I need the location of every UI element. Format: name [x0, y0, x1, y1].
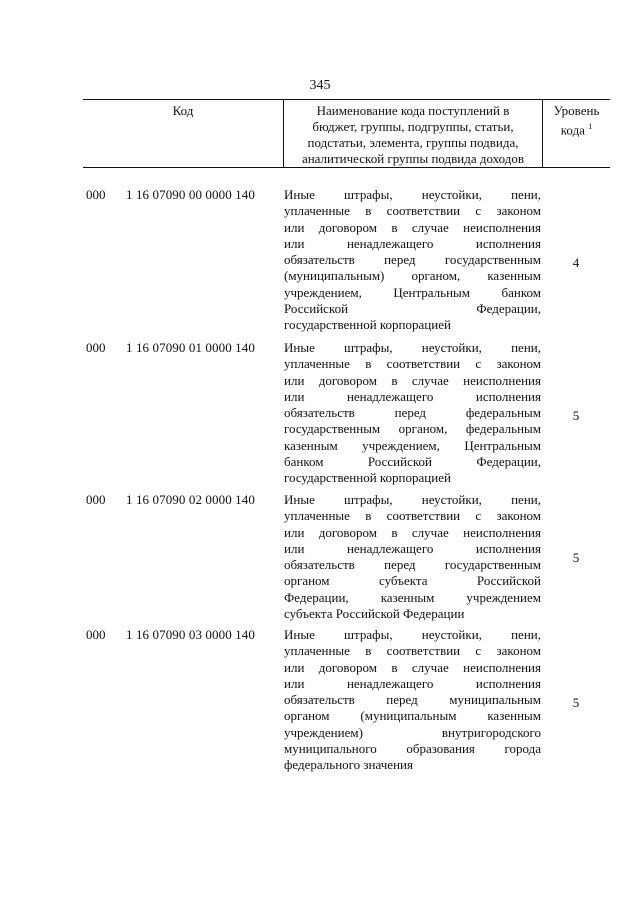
table-header [83, 99, 610, 168]
revenue-code: 1 16 07090 01 0000 140 [126, 340, 255, 355]
desc-line: или ненадлежащего исполнения [284, 235, 541, 251]
desc-line: Федерации, казенным учреждением [284, 589, 541, 605]
desc-line: обязательств перед государственным [284, 252, 541, 268]
desc-line: федерального значения [284, 757, 413, 773]
desc-line: или ненадлежащего исполнения [284, 540, 541, 556]
revenue-description [284, 340, 541, 487]
desc-line: или договором в случае неисполнения [284, 372, 541, 388]
desc-line: уплаченные в соответствии с законом [284, 508, 541, 524]
page-number: 345 [309, 78, 331, 93]
desc-line: учреждением) внутригородского [284, 724, 541, 740]
revenue-code: 1 16 07090 02 0000 140 [126, 492, 255, 507]
desc-line: Российской Федерации, [284, 301, 541, 317]
desc-line: Иные штрафы, неустойки, пени, [284, 340, 541, 355]
desc-line: государственной корпорацией [284, 470, 451, 486]
desc-line: банком Российской Федерации, [284, 454, 541, 470]
admin-code: 000 [86, 627, 106, 642]
revenue-description [284, 627, 541, 774]
header-name-line: подстатьи, элемента, группы подвида, [307, 135, 519, 150]
revenue-code: 1 16 07090 03 0000 140 [126, 627, 255, 642]
header-code: Код [172, 103, 194, 118]
code-level: 5 [572, 550, 580, 565]
desc-line: или ненадлежащего исполнения [284, 388, 541, 404]
desc-line: обязательств перед муниципальным [284, 692, 541, 708]
revenue-description [284, 187, 541, 334]
header-name-line: Наименование кода поступлений в [316, 103, 510, 118]
desc-line: субъекта Российской Федерации [284, 606, 465, 622]
admin-code: 000 [86, 340, 106, 355]
revenue-description [284, 492, 541, 622]
code-level: 5 [572, 695, 580, 710]
header-level-text: кода [560, 122, 585, 138]
desc-line: муниципального образования города [284, 741, 541, 757]
desc-line: обязательств перед государственным [284, 557, 541, 573]
desc-line: учреждением, Центральным банком [284, 284, 541, 300]
header-name-line: аналитической группы подвида доходов [301, 151, 525, 166]
desc-line: казенным учреждением, Центральным [284, 437, 541, 453]
desc-line: Иные штрафы, неустойки, пени, [284, 187, 541, 202]
table-row [86, 338, 610, 490]
header-level-line2 [543, 119, 610, 138]
admin-code: 000 [86, 492, 106, 507]
desc-line: уплаченные в соответствии с законом [284, 203, 541, 219]
footnote-marker: 1 [588, 122, 593, 131]
header-level [543, 100, 610, 167]
desc-line: или договором в случае неисполнения [284, 219, 541, 235]
header-name [283, 100, 543, 167]
revenue-code: 1 16 07090 00 0000 140 [126, 187, 255, 202]
desc-line: уплаченные в соответствии с законом [284, 643, 541, 659]
desc-line: или ненадлежащего исполнения [284, 675, 541, 691]
desc-line: или договором в случае неисполнения [284, 524, 541, 540]
table-row [86, 185, 610, 337]
admin-code: 000 [86, 187, 106, 202]
header-level-line1: Уровень [553, 103, 600, 118]
desc-line: Иные штрафы, неустойки, пени, [284, 627, 541, 642]
code-level: 5 [572, 408, 580, 423]
desc-line: (муниципальным) органом, казенным [284, 268, 541, 284]
desc-line: уплаченные в соответствии с законом [284, 356, 541, 372]
desc-line: органом субъекта Российской [284, 573, 541, 589]
desc-line: обязательств перед федеральным [284, 405, 541, 421]
desc-line: государственным органом, федеральным [284, 421, 541, 437]
header-name-line: бюджет, группы, подгруппы, статьи, [312, 119, 514, 134]
table-row [86, 625, 610, 780]
desc-line: органом (муниципальным казенным [284, 708, 541, 724]
desc-line: Иные штрафы, неустойки, пени, [284, 492, 541, 507]
desc-line: государственной корпорацией [284, 317, 451, 333]
table-row [86, 490, 610, 625]
desc-line: или договором в случае неисполнения [284, 659, 541, 675]
code-level: 4 [572, 255, 580, 270]
